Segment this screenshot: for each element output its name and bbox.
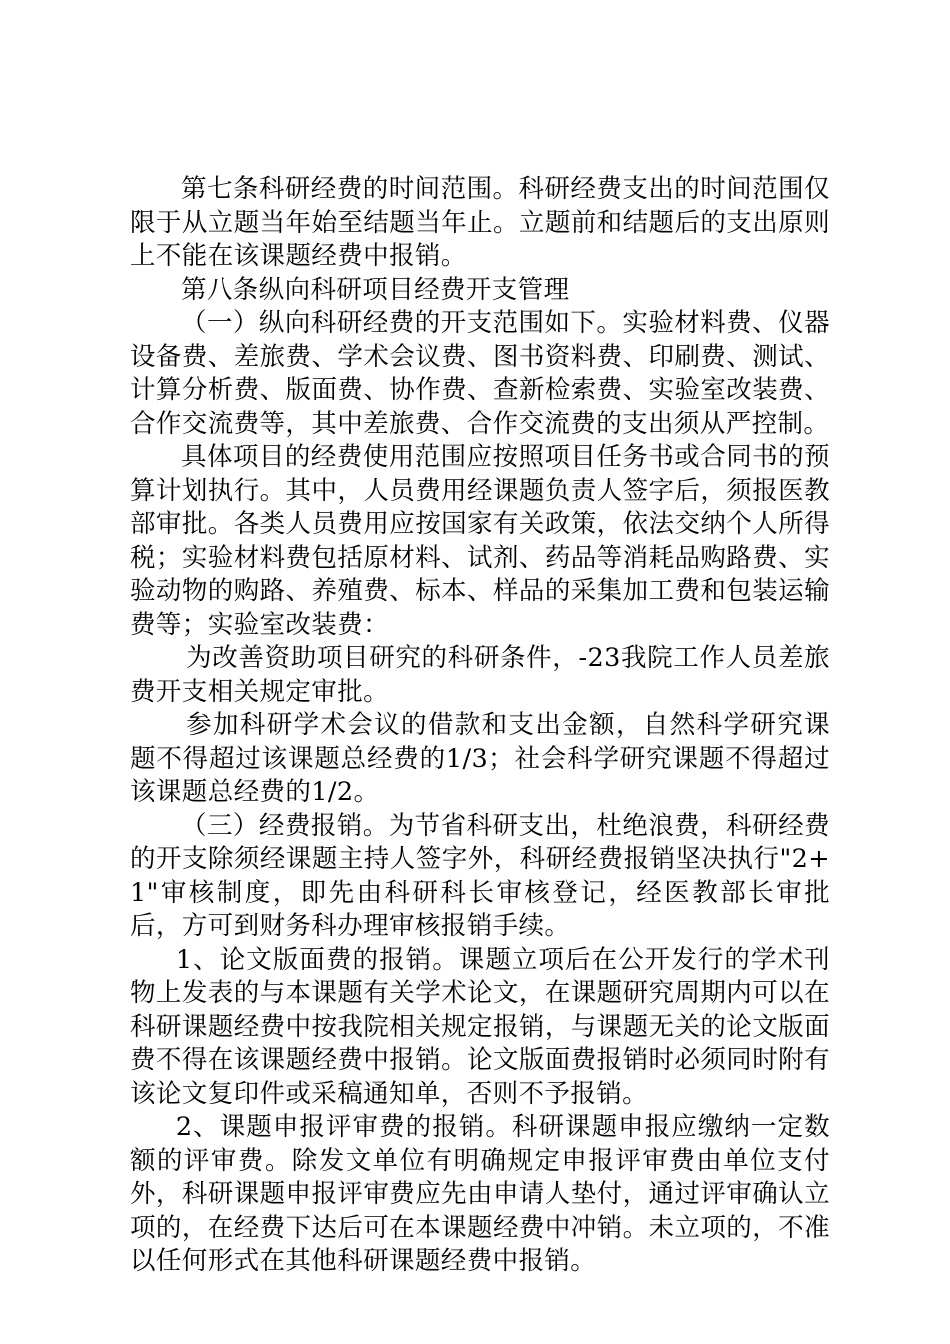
paragraph-budget-execution: 具体项目的经费使用范围应按照项目任务书或合同书的预算计划执行。其中，人员费用经课题负责人签字后，须报医教部审批。各类人员费用应按国家有关政策，依法交纳个人所得税；实验材料费包括原材料、试剂、药品等消耗品购路费、实验动物的购路、养殖费、标本、样品的采集加工费和包装运输费等；实验室改装费： — [130, 442, 830, 640]
paragraph-reimbursement: （三）经费报销。为节省科研支出，杜绝浪费，科研经费的开支除须经课题主持人签字外，科研经费报销坚决执行"2+1"审核制度，即先由科研科长审核登记，经医教部长审批后，方可到财务科办理审核报销手续。 — [130, 810, 830, 941]
paragraph-conference-limits: 参加科研学术会议的借款和支出金额，自然科学研究课题不得超过该课题总经费的1/3；社会科学研究课题不得超过该课题总经费的1/2。 — [130, 710, 830, 807]
paragraph-review-fee: 2、课题申报评审费的报销。科研课题申报应缴纳一定数额的评审费。除发文单位有明确规定申报评审费由单位支付外，科研课题申报评审费应先由申请人垫付，通过评审确认立项的，在经费下达后可在本课题经费中冲销。未立项的，不准以任何形式在其他科研课题经费中报销。 — [130, 1112, 830, 1276]
paragraph-article-8-heading: 第八条纵向科研项目经费开支管理 — [181, 274, 570, 305]
paragraph-page-fee: 1、论文版面费的报销。课题立项后在公开发行的学术刊物上发表的与本课题有关学术论文，在课题研究周期内可以在科研课题经费中按我院相关规定报销，与课题无关的论文版面费不得在该课题经费中报销。论文版面费报销时必须同时附有该论文复印件或采稿通知单，否则不予报销。 — [130, 944, 830, 1109]
paragraph-scope-of-expenses: （一）纵向科研经费的开支范围如下。实验材料费、仪器设备费、差旅费、学术会议费、图书资料费、印刷费、测试、计算分析费、版面费、协作费、查新检索费、实验室改装费、合作交流费等，其中差旅费、合作交流费的支出须从严控制。 — [130, 308, 830, 439]
document-body — [130, 173, 830, 1279]
paragraph-article-7: 第七条科研经费的时间范围。科研经费支出的时间范围仅限于从立题当年始至结题当年止。立题前和结题后的支出原则上不能在该课题经费中报销。 — [130, 174, 830, 271]
paragraph-research-conditions: 为改善资助项目研究的科研条件，-23我院工作人员差旅费开支相关规定审批。 — [130, 643, 830, 707]
